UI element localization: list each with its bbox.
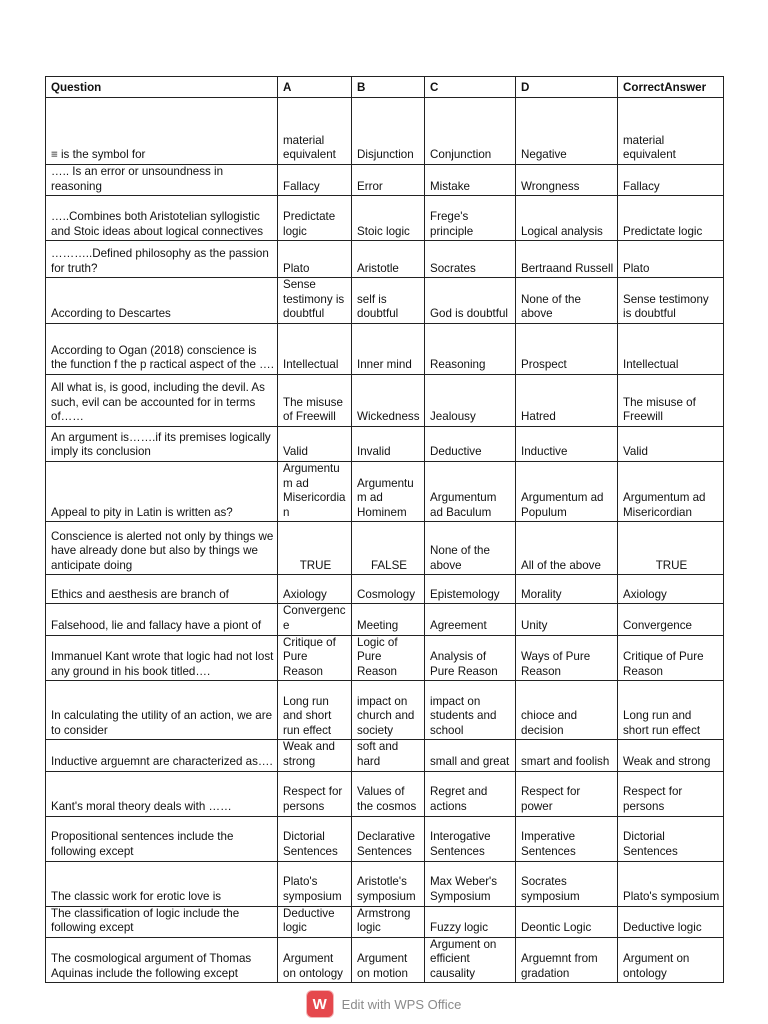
option-a-cell: Valid (278, 426, 352, 461)
option-b-cell: impact on church and society (352, 681, 425, 740)
question-cell: …..Combines both Aristotelian syllogistic and Stoic ideas about logical connectives (46, 196, 278, 241)
correct-answer-cell: Dictorial Sentences (618, 816, 724, 861)
option-d-cell: chioce and decision (516, 681, 618, 740)
question-cell: Falsehood, lie and fallacy have a piont of (46, 604, 278, 635)
option-a-cell: The misuse of Freewill (278, 374, 352, 426)
header-question: Question (46, 77, 278, 98)
table-row (46, 740, 724, 771)
table-row (46, 278, 724, 324)
option-c-cell: Analysis of Pure Reason (425, 635, 516, 681)
option-a-cell: Respect for persons (278, 771, 352, 816)
option-a-cell: Axiology (278, 575, 352, 604)
table-row (46, 937, 724, 983)
option-d-cell: Wrongness (516, 165, 618, 196)
correct-answer-cell: Long run and short run effect (618, 681, 724, 740)
option-a-cell: Weak and strong (278, 740, 352, 771)
question-cell: Kant's moral theory deals with …… (46, 771, 278, 816)
option-c-cell: Reasoning (425, 323, 516, 374)
option-a-cell: Long run and short run effect (278, 681, 352, 740)
question-cell: According to Ogan (2018) conscience is the function f the p ractical aspect of the …. (46, 323, 278, 374)
option-d-cell: Imperative Sentences (516, 816, 618, 861)
question-cell: Inductive arguemnt are characterized as…. (46, 740, 278, 771)
option-a-cell: Argument on ontology (278, 937, 352, 983)
option-b-cell: Aristotle (352, 241, 425, 278)
question-cell: According to Descartes (46, 278, 278, 324)
option-b-cell: Argumentum ad Hominem (352, 461, 425, 521)
option-c-cell: God is doubtful (425, 278, 516, 324)
question-cell: The classic work for erotic love is (46, 861, 278, 906)
option-d-cell: Respect for power (516, 771, 618, 816)
header-option-c: C (425, 77, 516, 98)
option-c-cell: Interogative Sentences (425, 816, 516, 861)
option-b-cell: Values of the cosmos (352, 771, 425, 816)
table-row (46, 196, 724, 241)
option-a-cell: TRUE (278, 522, 352, 575)
option-b-cell: Wickedness (352, 374, 425, 426)
option-a-cell: Sense testimony is doubtful (278, 278, 352, 324)
option-b-cell: Aristotle's symposium (352, 861, 425, 906)
table-row (46, 374, 724, 426)
table-row (46, 681, 724, 740)
option-c-cell: small and great (425, 740, 516, 771)
option-d-cell: Morality (516, 575, 618, 604)
wps-logo-icon: W (307, 991, 333, 1017)
option-d-cell: All of the above (516, 522, 618, 575)
question-cell: Immanuel Kant wrote that logic had not lost any ground in his book titled…. (46, 635, 278, 681)
question-cell: Appeal to pity in Latin is written as? (46, 461, 278, 521)
correct-answer-cell: Critique of Pure Reason (618, 635, 724, 681)
question-cell: An argument is…….if its premises logically imply its conclusion (46, 426, 278, 461)
option-d-cell: Inductive (516, 426, 618, 461)
correct-answer-cell: Valid (618, 426, 724, 461)
correct-answer-cell: Intellectual (618, 323, 724, 374)
question-cell: The classification of logic include the following except (46, 906, 278, 937)
option-d-cell: Prospect (516, 323, 618, 374)
correct-answer-cell: Plato (618, 241, 724, 278)
option-a-cell: Intellectual (278, 323, 352, 374)
option-b-cell: self is doubtful (352, 278, 425, 324)
question-table (45, 76, 724, 983)
correct-answer-cell: Plato's symposium (618, 861, 724, 906)
table-row (46, 461, 724, 521)
option-d-cell: Unity (516, 604, 618, 635)
option-d-cell: Negative (516, 98, 618, 165)
option-b-cell: soft and hard (352, 740, 425, 771)
correct-answer-cell: Convergence (618, 604, 724, 635)
option-b-cell: Armstrong logic (352, 906, 425, 937)
option-c-cell: impact on students and school (425, 681, 516, 740)
option-c-cell: Argument on efficient causality (425, 937, 516, 983)
table-row (46, 426, 724, 461)
header-correct-answer: CorrectAnswer (618, 77, 724, 98)
option-a-cell: Fallacy (278, 165, 352, 196)
option-b-cell: Error (352, 165, 425, 196)
correct-answer-cell: Predictate logic (618, 196, 724, 241)
option-c-cell: Conjunction (425, 98, 516, 165)
correct-answer-cell: Weak and strong (618, 740, 724, 771)
option-a-cell: Plato (278, 241, 352, 278)
table-row (46, 771, 724, 816)
correct-answer-cell: TRUE (618, 522, 724, 575)
option-d-cell: Ways of Pure Reason (516, 635, 618, 681)
option-a-cell: Dictorial Sentences (278, 816, 352, 861)
table-row (46, 323, 724, 374)
correct-answer-cell: Sense testimony is doubtful (618, 278, 724, 324)
option-d-cell: Hatred (516, 374, 618, 426)
option-c-cell: Jealousy (425, 374, 516, 426)
correct-answer-cell: Deductive logic (618, 906, 724, 937)
table-row (46, 241, 724, 278)
table-row (46, 165, 724, 196)
header-row (46, 77, 724, 98)
correct-answer-cell: Argumentum ad Misericordian (618, 461, 724, 521)
option-d-cell: None of the above (516, 278, 618, 324)
wps-watermark-text: Edit with WPS Office (341, 996, 462, 1012)
question-cell: ………..Defined philosophy as the passion for truth? (46, 241, 278, 278)
question-cell: The cosmological argument of Thomas Aquinas include the following except (46, 937, 278, 983)
option-d-cell: Arguemnt from gradation (516, 937, 618, 983)
header-option-d: D (516, 77, 618, 98)
option-b-cell: Argument on motion (352, 937, 425, 983)
question-cell: Propositional sentences include the following except (46, 816, 278, 861)
correct-answer-cell: Fallacy (618, 165, 724, 196)
option-a-cell: Deductive logic (278, 906, 352, 937)
option-c-cell: Regret and actions (425, 771, 516, 816)
option-c-cell: Frege's principle (425, 196, 516, 241)
table-row (46, 522, 724, 575)
table-row (46, 604, 724, 635)
correct-answer-cell: material equivalent (618, 98, 724, 165)
correct-answer-cell: Axiology (618, 575, 724, 604)
option-c-cell: Socrates (425, 241, 516, 278)
correct-answer-cell: The misuse of Freewill (618, 374, 724, 426)
option-a-cell: material equivalent (278, 98, 352, 165)
table-row (46, 906, 724, 937)
option-c-cell: Agreement (425, 604, 516, 635)
option-b-cell: Disjunction (352, 98, 425, 165)
table-row (46, 861, 724, 906)
option-c-cell: Epistemology (425, 575, 516, 604)
correct-answer-cell: Respect for persons (618, 771, 724, 816)
question-cell: ≡ is the symbol for (46, 98, 278, 165)
question-cell: All what is, is good, including the devil. As such, evil can be accounted for in terms of…… (46, 374, 278, 426)
table-row (46, 635, 724, 681)
option-b-cell: Inner mind (352, 323, 425, 374)
option-c-cell: Deductive (425, 426, 516, 461)
option-a-cell: Critique of Pure Reason (278, 635, 352, 681)
header-option-a: A (278, 77, 352, 98)
option-d-cell: Socrates symposium (516, 861, 618, 906)
option-b-cell: FALSE (352, 522, 425, 575)
option-d-cell: Bertraand Russell (516, 241, 618, 278)
option-b-cell: Meeting (352, 604, 425, 635)
option-a-cell: Plato's symposium (278, 861, 352, 906)
option-c-cell: Max Weber's Symposium (425, 861, 516, 906)
option-d-cell: Logical analysis (516, 196, 618, 241)
option-c-cell: Argumentum ad Baculum (425, 461, 516, 521)
question-cell: Conscience is alerted not only by things we have already done but also by things we anticipate doing (46, 522, 278, 575)
option-d-cell: Argumentum ad Populum (516, 461, 618, 521)
option-b-cell: Stoic logic (352, 196, 425, 241)
option-c-cell: None of the above (425, 522, 516, 575)
question-cell: Ethics and aesthesis are branch of (46, 575, 278, 604)
option-d-cell: Deontic Logic (516, 906, 618, 937)
table-row (46, 816, 724, 861)
table-row (46, 98, 724, 165)
wps-watermark (0, 989, 768, 1019)
option-b-cell: Cosmology (352, 575, 425, 604)
option-b-cell: Logic of Pure Reason (352, 635, 425, 681)
header-option-b: B (352, 77, 425, 98)
option-c-cell: Mistake (425, 165, 516, 196)
option-b-cell: Invalid (352, 426, 425, 461)
option-b-cell: Declarative Sentences (352, 816, 425, 861)
option-a-cell: Predictate logic (278, 196, 352, 241)
option-d-cell: smart and foolish (516, 740, 618, 771)
question-cell: ….. Is an error or unsoundness in reasoning (46, 165, 278, 196)
question-cell: In calculating the utility of an action, we are to consider (46, 681, 278, 740)
option-a-cell: Convergence (278, 604, 352, 635)
option-c-cell: Fuzzy logic (425, 906, 516, 937)
option-a-cell: Argumentum ad Misericordian (278, 461, 352, 521)
correct-answer-cell: Argument on ontology (618, 937, 724, 983)
table-row (46, 575, 724, 604)
